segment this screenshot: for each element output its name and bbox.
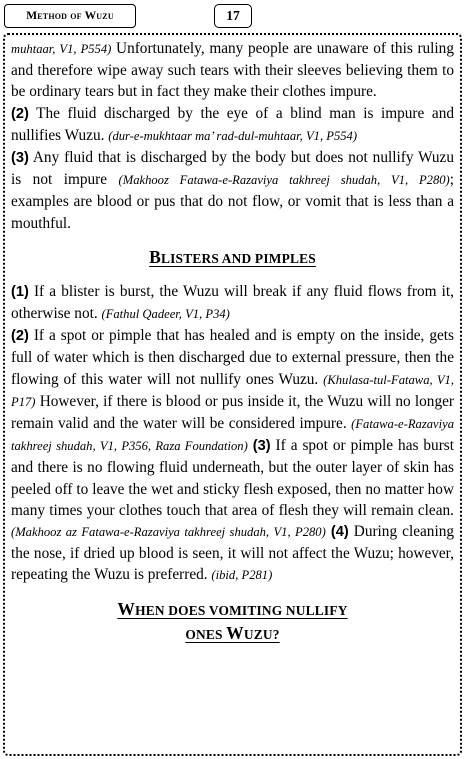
paragraph-text: If a spot or pimple that has healed and is empty on the inside, gets full of water which is then discharged due to external pressure, then the flowing of this water will not nullify ones Wuzu. [11, 327, 454, 388]
reference: (Khulasa-tul-Fatawa, V1, P17) [11, 372, 454, 409]
heading-text: UZU? [243, 626, 280, 642]
heading-initial: B [149, 246, 161, 267]
reference: (Fathul Qadeer, V1, P34) [101, 307, 230, 322]
blister-paragraph-1 [11, 281, 454, 325]
reference: (Fatawa-e-Razaviya takhreej shudah, V1, P356, Raza Foundation) [11, 417, 454, 454]
reference: (Makhooz Fatawa-e-Razaviya takhreej shudah, V1, P280) [118, 173, 450, 188]
reference: muhtaar, V1, P554) [11, 42, 112, 56]
heading-text: ONES [185, 626, 227, 642]
item-number: (1) [11, 283, 29, 300]
reference: (Makhooz az Fatawa-e-Razaviya takhreej shudah, V1, P280) [11, 525, 326, 540]
book-title-box [4, 4, 136, 28]
page-number-box [214, 4, 252, 28]
heading-text: LISTERS AND PIMPLES [161, 250, 316, 266]
paragraph-text: If a spot or pimple has burst and there is no flowing fluid underneath, but the outer layer of skin has peeled off to leave the wet and sticky flesh exposed, then no matter how many times your clothes touch that area of flesh they will remain clean. [11, 437, 455, 519]
paragraph-continued [11, 38, 454, 103]
paragraph-text: However, if there is blood or pus inside it, the Wuzu will no longer remain valid and the water will be considered impure. [11, 392, 454, 433]
item-number: (3) [252, 438, 271, 455]
heading-initial: W [226, 622, 244, 643]
section-heading-blisters [11, 247, 454, 269]
paragraph-2 [11, 103, 454, 147]
paragraph-text: Unfortunately, many people are unaware of this ruling and therefore wipe away such tears with their sleeves believing them to be ordinary tears but in fact they make their clothes impure. [11, 40, 454, 101]
section-heading-vomiting [11, 598, 454, 646]
paragraph-text: ; examples are blood or pus that do not flow, or vomit that is less than a mouthful. [11, 171, 454, 232]
reference: (ibid, P281) [211, 568, 273, 583]
item-number: (2) [11, 105, 29, 122]
paragraph-text: During cleaning the nose, if dried up blood is seen, it will not affect the Wuzu; however, repeating the Wuzu is preferred. [11, 523, 454, 584]
reference: (dur-e-mukhtaar ma’ rad-dul-muhtaar, V1, P554) [108, 128, 358, 143]
item-number: (3) [11, 150, 29, 167]
paragraph-text: If a blister is burst, the Wuzu will break if any fluid flows from it, otherwise not. [11, 282, 454, 323]
item-number: (4) [330, 524, 349, 541]
blister-paragraph-2 [11, 325, 454, 586]
page-number: 17 [226, 8, 240, 23]
item-number: (2) [11, 328, 29, 345]
page-content [11, 38, 454, 646]
paragraph-text: Any fluid that is discharged by the body but does not nullify Wuzu is not impure [11, 149, 454, 189]
paragraph-3 [11, 147, 454, 234]
book-title: Method of Wuzu [26, 10, 114, 22]
paragraph-text: The fluid discharged by the eye of a blind man is impure and nullifies Wuzu. [11, 104, 454, 144]
heading-text: HEN DOES VOMITING NULLIFY [135, 602, 348, 618]
heading-initial: W [117, 598, 136, 619]
